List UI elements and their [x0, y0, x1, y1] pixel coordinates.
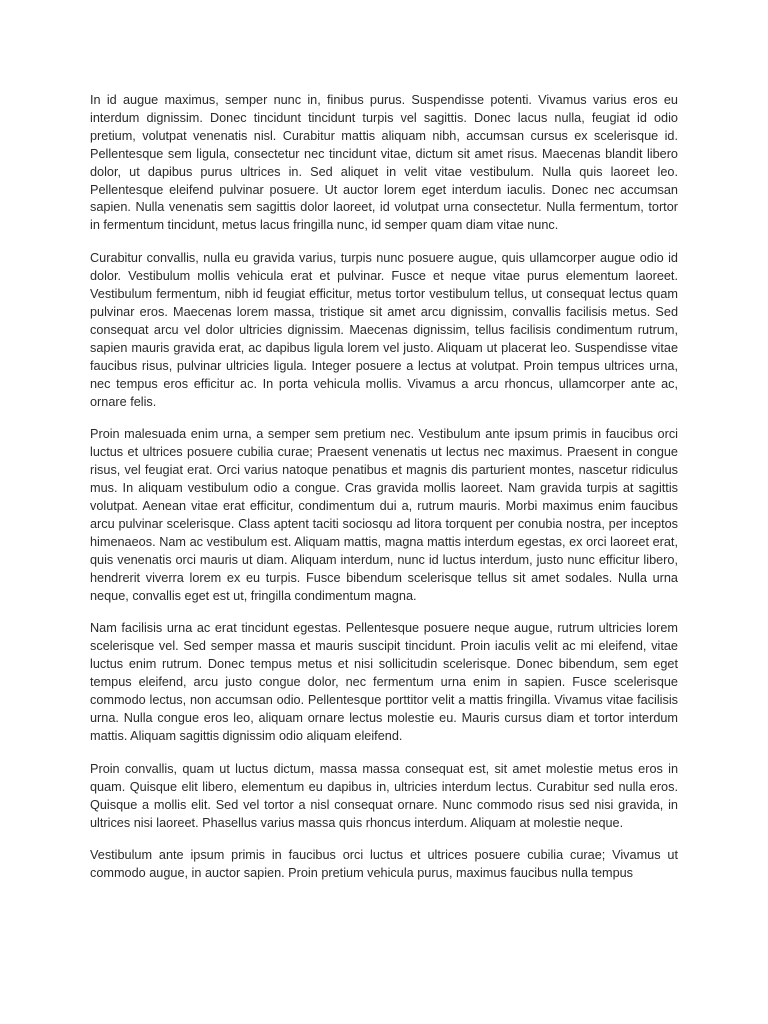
- document-page: [90, 92, 678, 898]
- paragraph-3: Proin malesuada enim urna, a semper sem pretium nec. Vestibulum ante ipsum primis in faucibus orci luctus et ultrices posuere cubilia curae; Praesent venenatis ut lectus nec maximus. Praesent in congue risus, vel feugiat erat. Orci varius natoque penatibus et magnis dis parturient montes, nascetur ridiculus mus. In aliquam vestibulum odio a congue. Cras gravida mollis laoreet. Nam gravida turpis at sagittis volutpat. Aenean vitae erat efficitur, condimentum dui a, rutrum mauris. Morbi maximus enim faucibus arcu pulvinar scelerisque. Class aptent taciti sociosqu ad litora torquent per conubia nostra, per inceptos himenaeos. Nam ac vestibulum est. Aliquam mattis, magna mattis interdum egestas, ex orci laoreet erat, quis venenatis orci mauris ut diam. Aliquam interdum, nunc id luctus interdum, justo nunc efficitur libero, hendrerit viverra lorem ex eu turpis. Fusce bibendum scelerisque tellus sit amet sodales. Nulla urna neque, convallis eget est ut, fringilla condimentum magna.: [90, 427, 678, 603]
- paragraph-1: In id augue maximus, semper nunc in, finibus purus. Suspendisse potenti. Vivamus varius eros eu interdum dignissim. Donec tincidunt tincidunt turpis vel sagittis. Donec lacus nulla, feugiat id odio pretium, volutpat venenatis nisl. Curabitur mattis aliquam nibh, accumsan cursus ex scelerisque id. Pellentesque sem ligula, consectetur nec tincidunt vitae, dictum sit amet risus. Maecenas blandit libero dolor, ut dapibus purus ultrices in. Sed aliquet in velit vitae vestibulum. Nulla quis laoreet leo. Pellentesque eleifend pulvinar posuere. Ut auctor lorem eget interdum iaculis. Donec nec accumsan sapien. Nulla venenatis sem sagittis dolor laoreet, id volutpat urna consectetur. Nulla fermentum, tortor in fermentum tincidunt, metus lacus fringilla nunc, id semper quam diam vitae nunc.: [90, 93, 678, 233]
- paragraph-2: Curabitur convallis, nulla eu gravida varius, turpis nunc posuere augue, quis ullamcorper augue odio id dolor. Vestibulum mollis vehicula erat et pulvinar. Fusce et neque vitae purus elementum laoreet. Vestibulum fermentum, nibh id feugiat efficitur, metus tortor vestibulum tellus, ut consequat lectus quam pulvinar eros. Maecenas lorem massa, tristique sit amet arcu dignissim, convallis facilisis metus. Sed consequat arcu vel dolor ultricies dignissim. Maecenas dignissim, tellus facilisis condimentum rutrum, sapien mauris gravida erat, ac dapibus ligula lorem vel justo. Aliquam ut placerat leo. Suspendisse vitae faucibus risus, pulvinar ultricies ligula. Integer posuere a lectus at volutpat. Proin tempus ultrices urna, nec tempus eros efficitur ac. In porta vehicula mollis. Vivamus a arcu rhoncus, ullamcorper ante ac, ornare felis.: [90, 251, 678, 409]
- paragraph-5: Proin convallis, quam ut luctus dictum, massa massa consequat est, sit amet molestie metus eros in quam. Quisque elit libero, elementum eu dapibus in, ultricies interdum lectus. Curabitur sed nulla eros. Quisque a mollis elit. Sed vel tortor a nisl consequat ornare. Nunc commodo risus sed nisi gravida, in ultrices nisi laoreet. Phasellus varius massa quis rhoncus interdum. Aliquam at molestie neque.: [90, 761, 678, 830]
- paragraph-6: Vestibulum ante ipsum primis in faucibus orci luctus et ultrices posuere cubilia curae; Vivamus ut commodo augue, in auctor sapien. Proin pretium vehicula purus, maximus faucibus nulla tempus: [90, 848, 678, 881]
- paragraph-4: Nam facilisis urna ac erat tincidunt egestas. Pellentesque posuere neque augue, rutrum ultricies lorem scelerisque vel. Sed semper massa et mauris suscipit tincidunt. Proin iaculis velit ac mi eleifend, vitae luctus enim rutrum. Donec tempus metus et nisi sollicitudin scelerisque. Donec bibendum, sem eget tempus eleifend, arcu justo congue dolor, nec fermentum urna enim in sapien. Fusce scelerisque commodo lectus, non accumsan odio. Pellentesque porttitor velit a mattis fringilla. Vivamus vitae facilisis urna. Nulla congue eros leo, aliquam ornare lectus molestie eu. Mauris cursus diam et tortor interdum mattis. Aliquam sagittis dignissim odio aliquam eleifend.: [90, 621, 678, 743]
